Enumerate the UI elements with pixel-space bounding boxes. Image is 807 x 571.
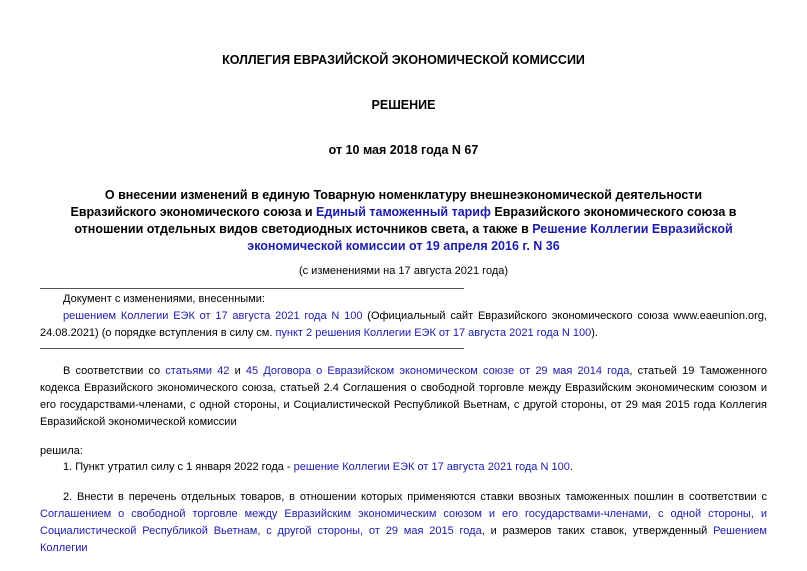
item-1-link[interactable]: решение Коллегии ЕЭК от 17 августа 2021 года N 100 xyxy=(293,461,570,473)
decision-36-link[interactable]: Решение Коллегии Евразийской xyxy=(532,222,733,236)
title-line-2 xyxy=(0,204,807,221)
decision-100-link[interactable]: решением Коллегии ЕЭК от 17 августа 2021 года N 100 xyxy=(63,310,363,322)
changes-block xyxy=(40,291,767,342)
item-1 xyxy=(40,459,767,476)
title-text: отношении отдельных видов светодиодных источников света, а также в xyxy=(74,222,533,236)
item-2-text: 2. Внести в перечень отдельных товаров, в отношении которых применяются ставки ввозных таможенных пошлин в соответствии с xyxy=(63,491,767,503)
changes-text-end: ). xyxy=(591,327,598,339)
title-text: Евразийского экономического союза в xyxy=(490,205,737,219)
divider-top xyxy=(40,288,464,289)
collegium-decision-link[interactable]: Решением Коллегии xyxy=(40,525,767,554)
preamble-text: , статьей 19 Таможенного кодекса Евразийского экономического союза, статьей 2.4 Соглашения о свободной торговле между Евразийским экономическим союзом и его государствами-членами, с одной стороны, и Социалистической Республикой Вьетнам, с другой стороны, от 29 мая 2015 года Коллегия Евразийской экономической комиссии xyxy=(40,365,768,428)
decision-36-link-cont[interactable]: экономической комиссии от 19 апреля 2016 г. N 36 xyxy=(247,239,560,253)
changes-label: Документ с изменениями, внесенными: xyxy=(63,293,265,305)
document-type: РЕШЕНИЕ xyxy=(371,98,436,112)
preamble-text: и xyxy=(229,365,246,377)
treaty-link[interactable]: 45 Договора о Евразийском экономическом союзе от 29 мая 2014 года xyxy=(245,365,630,377)
revision-note: (с изменениями на 17 августа 2021 года) xyxy=(298,265,509,277)
item-1-text: 1. Пункт утратил силу с 1 января 2022 года - xyxy=(63,461,294,473)
document-date: от 10 мая 2018 года N 67 xyxy=(328,143,479,157)
divider-bottom xyxy=(40,348,464,349)
decided-label: решила: xyxy=(40,445,83,457)
title-text: Евразийского экономического союза и xyxy=(70,205,317,219)
org-heading: КОЛЛЕГИЯ ЕВРАЗИЙСКОЙ ЭКОНОМИЧЕСКОЙ КОМИССИИ xyxy=(222,53,585,67)
changes-body xyxy=(40,308,767,342)
item-1-end: . xyxy=(569,461,573,473)
document-title xyxy=(0,187,807,255)
title-line-1: О внесении изменений в единую Товарную номенклатуру внешнеэкономической деятельности xyxy=(104,188,703,202)
title-line-4 xyxy=(0,238,807,255)
item-2 xyxy=(40,489,767,557)
customs-tariff-link[interactable]: Единый таможенный тариф xyxy=(316,205,491,219)
decision-100-point2-link[interactable]: пункт 2 решения Коллегии ЕЭК от 17 августа 2021 года N 100 xyxy=(275,327,592,339)
item-2-text-mid: , и размеров таких ставок, утвержденный xyxy=(481,525,714,537)
changes-text: (Официальный сайт Евразийского экономического союза www.eaeunion.org, 24.08.2021) (о порядке вступления в силу см. xyxy=(40,310,767,339)
preamble-text: В соответствии со xyxy=(63,365,166,377)
title-line-3 xyxy=(0,221,807,238)
article-42-link[interactable]: статьями 42 xyxy=(165,365,230,377)
agreement-vietnam-link[interactable]: Соглашением о свободной торговле между Евразийским экономическим союзом и его государствами-членами, с одной стороны, и Социалистической Республикой Вьетнам, с другой стороны, от 29 мая 2015 года xyxy=(40,508,767,537)
preamble-paragraph xyxy=(40,363,767,431)
